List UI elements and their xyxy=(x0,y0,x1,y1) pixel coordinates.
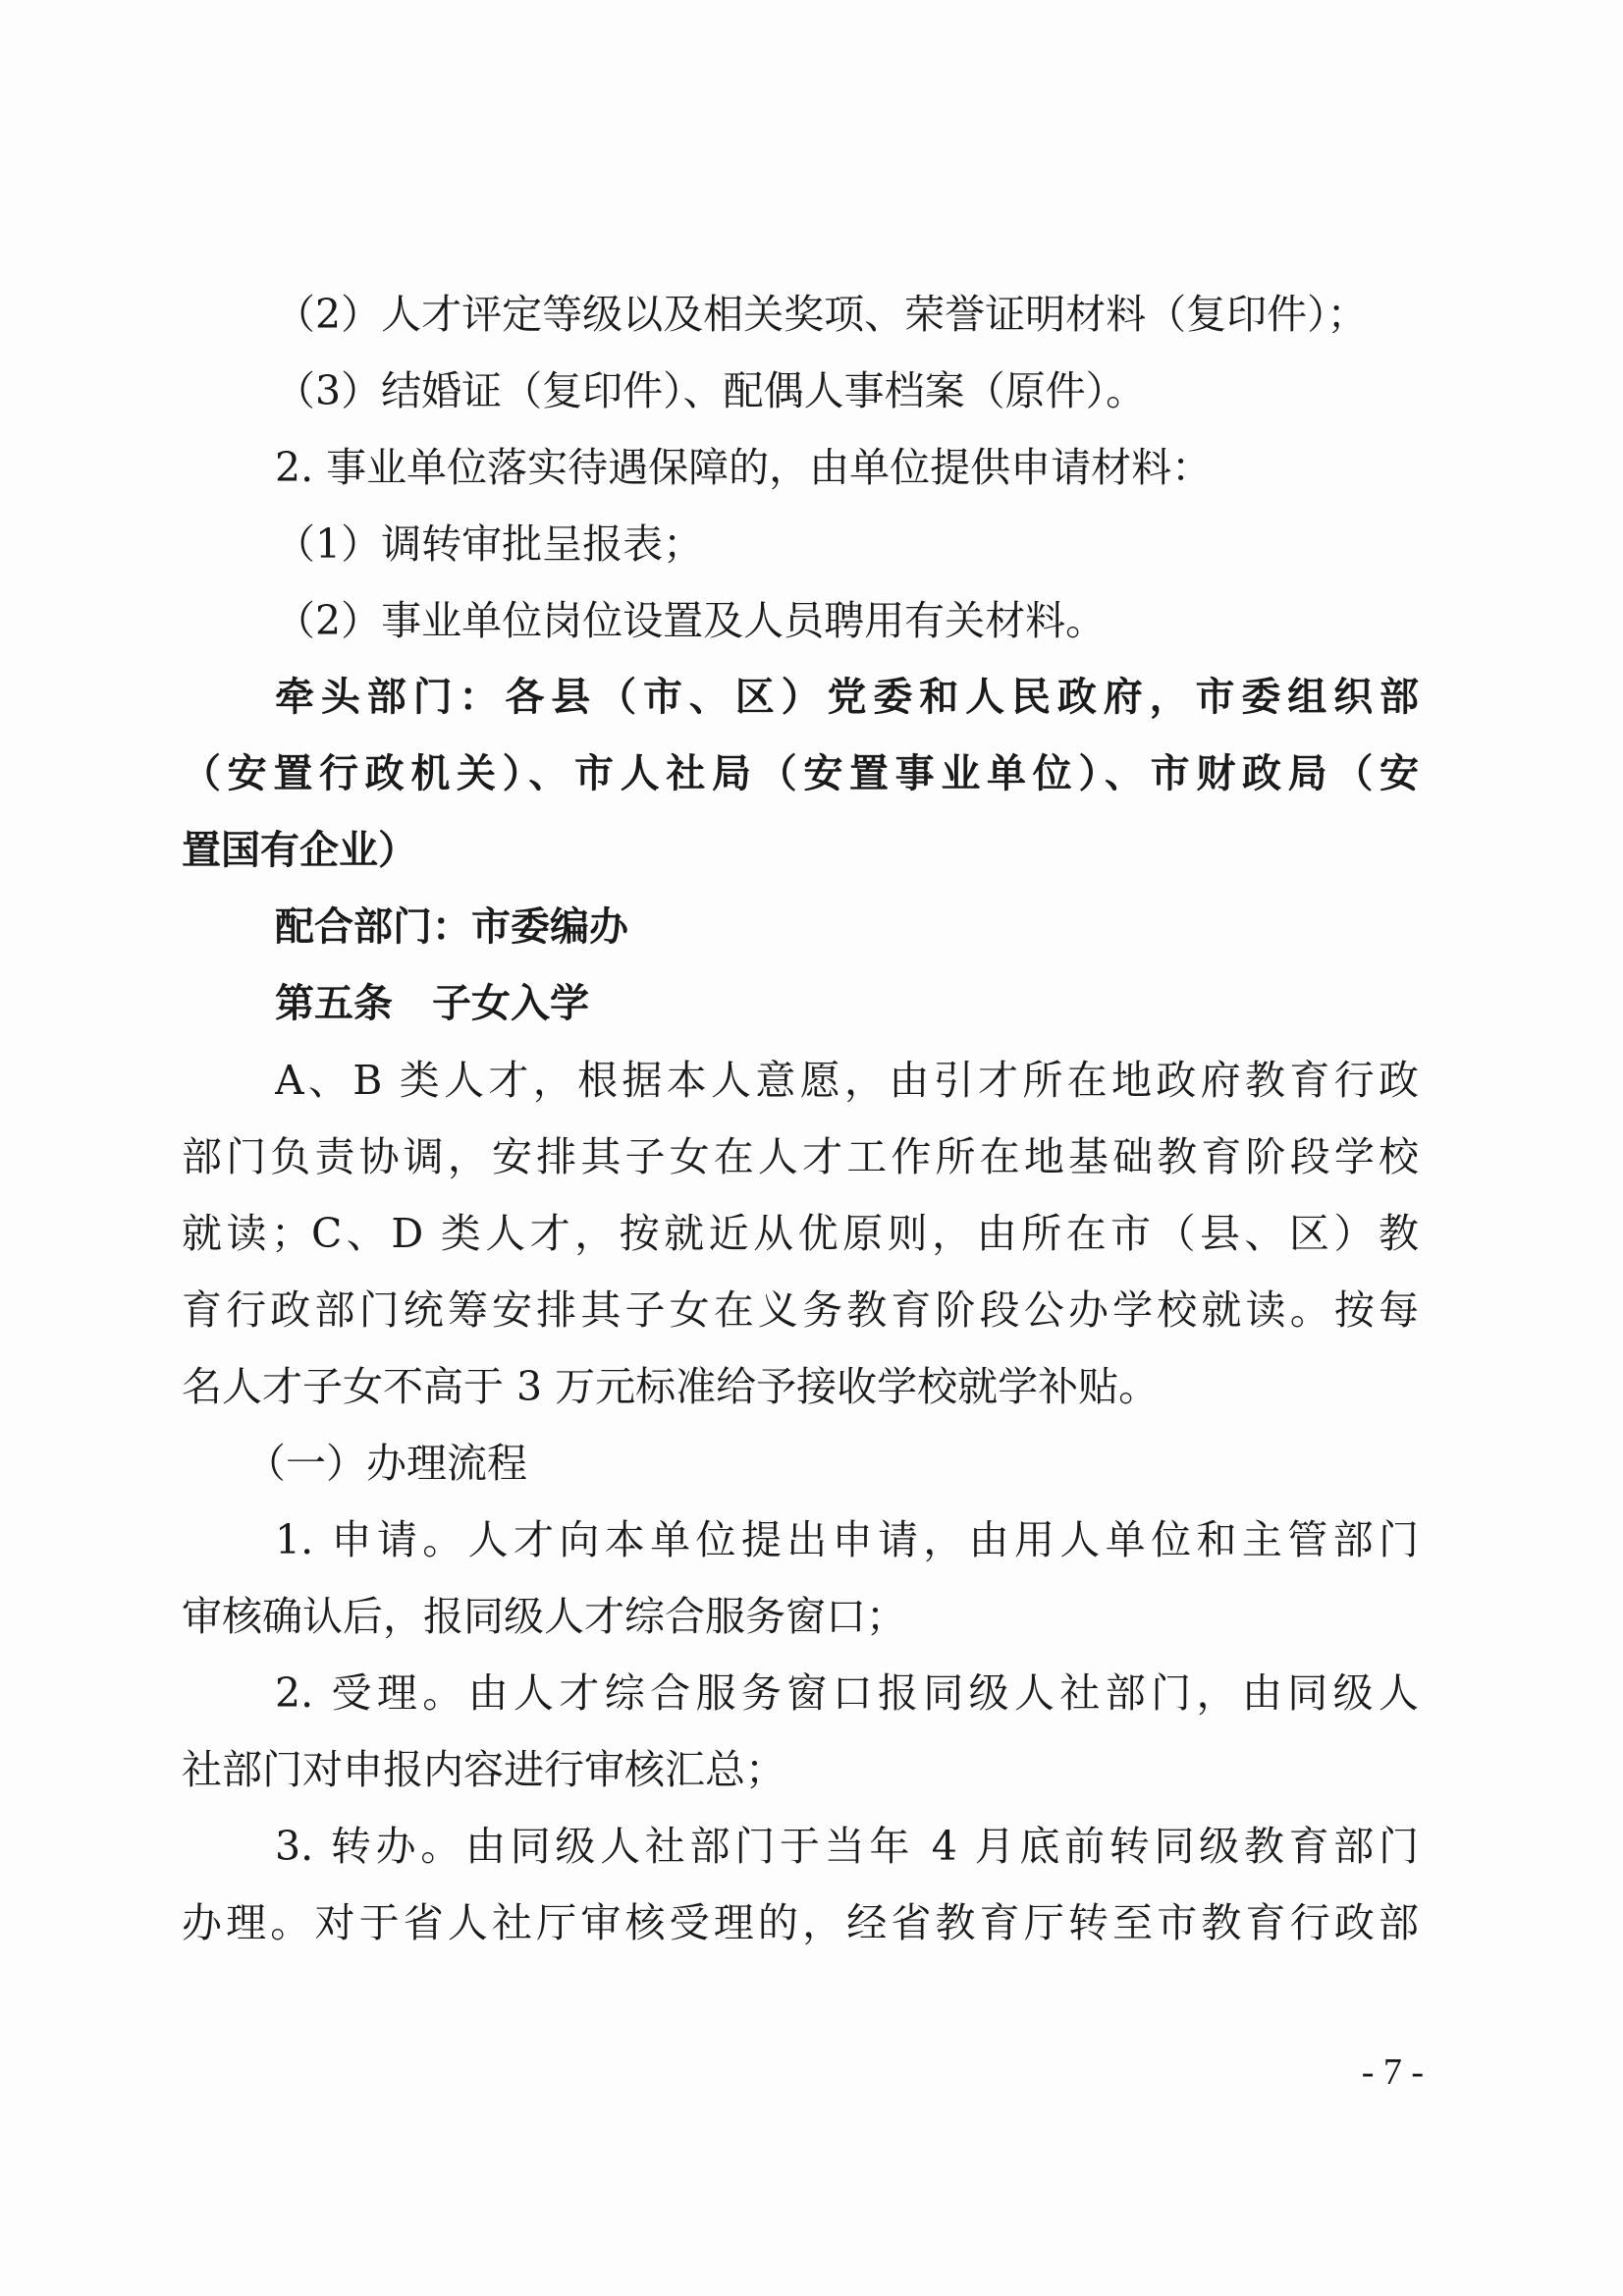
text-line: 2. 事业单位落实待遇保障的，由单位提供申请材料： xyxy=(275,444,1213,491)
text-line: 3. 转办。由同级人社部门于当年 4 月底前转同级教育部门 xyxy=(275,1823,1419,1870)
text-line: 1. 申请。人才向本单位提出申请，由用人单位和主管部门 xyxy=(275,1516,1419,1563)
text-line: （1）调转审批呈报表； xyxy=(275,520,704,568)
text-line: 办理。对于省人社厅审核受理的，经省教育厅转至市教育行政部 xyxy=(182,1899,1419,1946)
text-line: 社部门对申报内容进行审核汇总； xyxy=(182,1746,785,1793)
text-line: 育行政部门统筹安排其子女在义务教育阶段公办学校就读。按每 xyxy=(182,1286,1419,1334)
coordinating-department-line: 配合部门：市委编办 xyxy=(275,904,628,950)
lead-department-line: 牵头部门：各县（市、区）党委和人民政府，市委组织部 xyxy=(275,675,1419,720)
text-line: （2）事业单位岗位设置及人员聘用有关材料。 xyxy=(275,597,1107,644)
text-line: 2. 受理。由人才综合服务窗口报同级人社部门，由同级人 xyxy=(275,1669,1419,1717)
text-line: （3）结婚证（复印件）、配偶人事档案（原件）。 xyxy=(275,367,1147,414)
lead-department-line: 置国有企业） xyxy=(182,828,417,873)
text-line: 审核确认后，报同级人才综合服务窗口； xyxy=(182,1593,906,1640)
text-line: 部门负责协调，安排其子女在人才工作所在地基础教育阶段学校 xyxy=(182,1133,1419,1180)
text-line: 名人才子女不高于 3 万元标准给予接收学校就学补贴。 xyxy=(182,1363,1160,1410)
text-line: A、B 类人才，根据本人意愿，由引才所在地政府教育行政 xyxy=(275,1057,1419,1104)
article-heading: 第五条 子女入学 xyxy=(275,981,589,1026)
page-number: - 7 - xyxy=(1361,2051,1424,2093)
text-line: （2）人才评定等级以及相关奖项、荣誉证明材料（复印件）； xyxy=(275,291,1368,338)
text-line: 就读；C、D 类人才，按就近从优原则，由所在市（县、区）教 xyxy=(182,1210,1419,1257)
lead-department-line: （安置行政机关）、市人社局（安置事业单位）、市财政局（安 xyxy=(182,751,1419,796)
section-heading: （一）办理流程 xyxy=(245,1440,527,1487)
